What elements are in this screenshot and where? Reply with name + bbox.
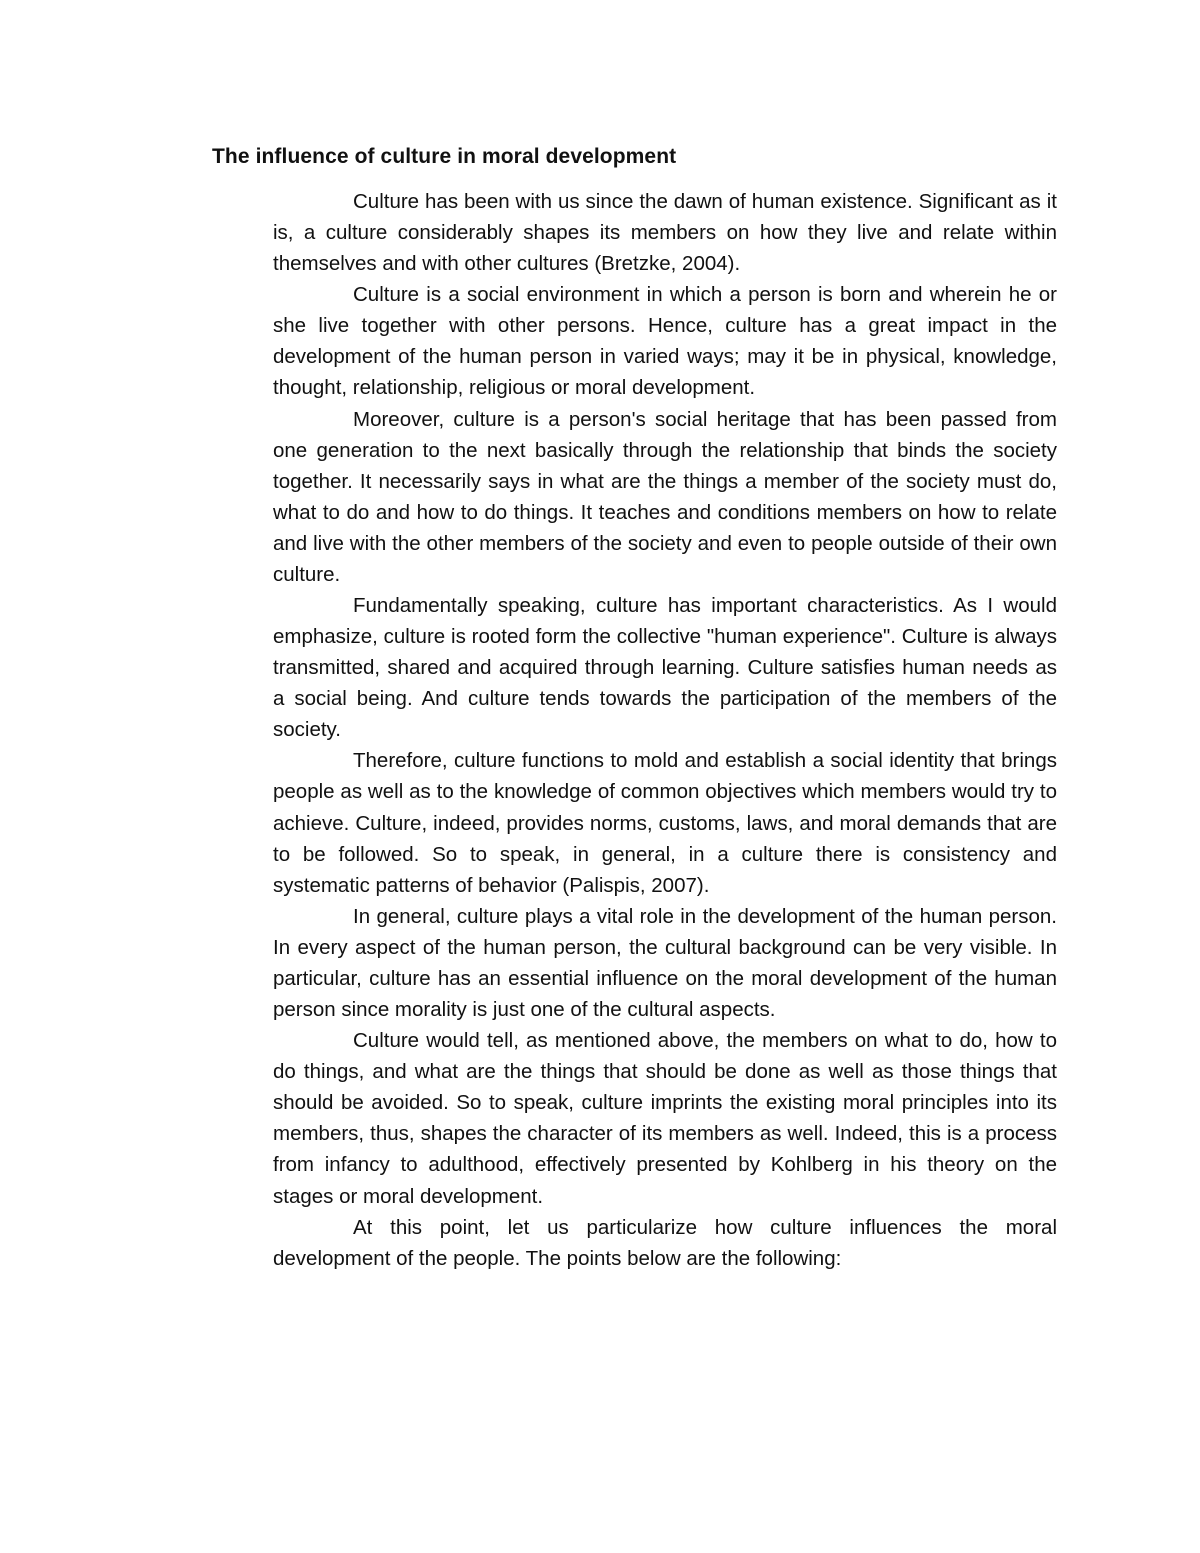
- paragraph-6: In general, culture plays a vital role in the development of the human person. In every aspect of the human person, the cultural background can be very visible. In particular, culture has an essential influence on the moral development of the human person since morality is just one of the cultural aspects.: [273, 904, 1057, 1022]
- document-body: [273, 186, 1057, 1274]
- paragraph-7: Culture would tell, as mentioned above, the members on what to do, how to do things, and what are the things that should be done as well as those things that should be avoided. So to speak, culture imprints the existing moral principles into its members, thus, shapes the character of its members as well. Indeed, this is a process from infancy to adulthood, effectively presented by Kohlberg in his theory on the stages or moral development.: [273, 1029, 1057, 1208]
- paragraph-4: Fundamentally speaking, culture has important characteristics. As I would emphasize, culture is rooted form the collective "human experience". Culture is always transmitted, shared and acquired through learning. Culture satisfies human needs as a social being. And culture tends towards the participation of the members of the society.: [273, 594, 1057, 742]
- paragraph-5: Therefore, culture functions to mold and establish a social identity that brings people as well as to the knowledge of common objectives which members would try to achieve. Culture, indeed, provides norms, customs, laws, and moral demands that are to be followed. So to speak, in general, in a culture there is consistency and systematic patterns of behavior (Palispis, 2007).: [273, 749, 1057, 897]
- paragraph-2: Culture is a social environment in which a person is born and wherein he or she live together with other persons. Hence, culture has a great impact in the development of the human person in varied ways; may it be in physical, knowledge, thought, relationship, religious or moral development.: [273, 283, 1057, 400]
- paragraph-3: Moreover, culture is a person's social heritage that has been passed from one generation to the next basically through the relationship that binds the society together. It necessarily says in what are the things a member of the society must do, what to do and how to do things. It teaches and conditions members on how to relate and live with the other members of the society and even to people outside of their own culture.: [273, 407, 1057, 586]
- document-title: The influence of culture in moral development: [212, 145, 677, 168]
- paragraph-1: Culture has been with us since the dawn of human existence. Significant as it is, a culture considerably shapes its members on how they live and relate within themselves and with other cultures (Bretzke, 2004).: [273, 190, 1057, 276]
- paragraph-8: At this point, let us particularize how culture influences the moral development of the people. The points below are the following:: [273, 1215, 1057, 1270]
